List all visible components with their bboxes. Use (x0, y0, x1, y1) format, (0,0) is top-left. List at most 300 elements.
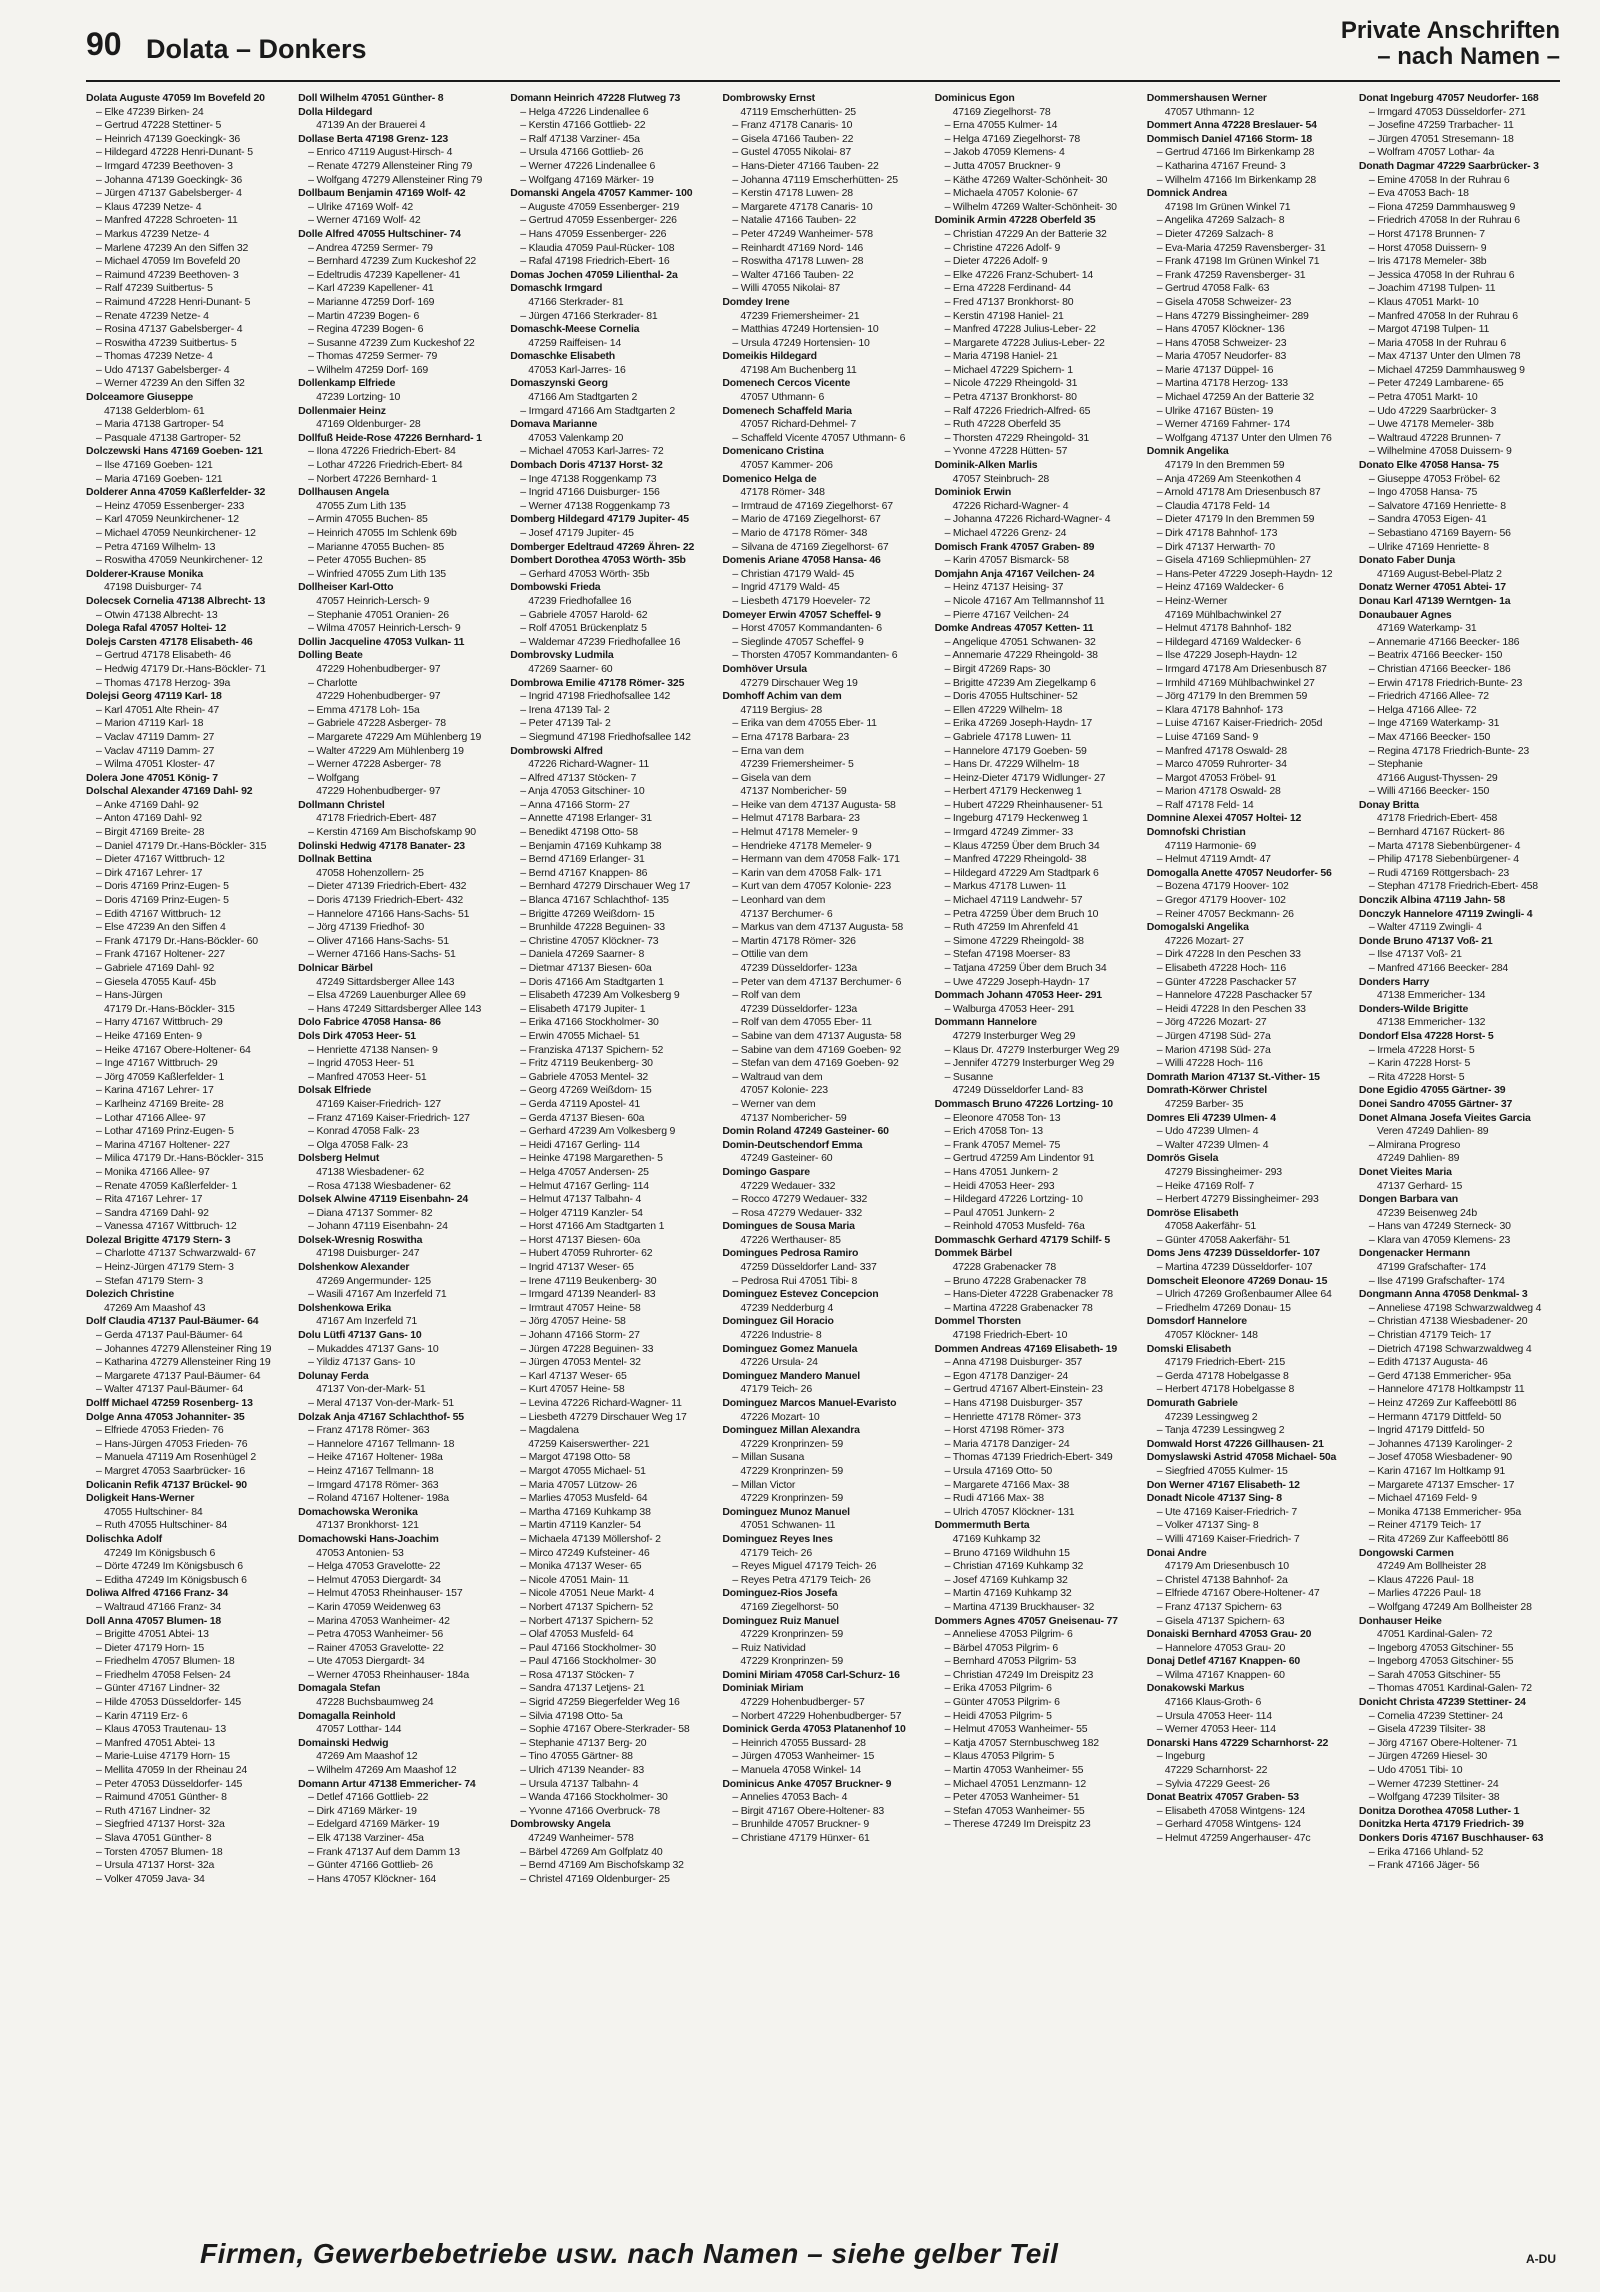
directory-entry-line: – Beatrix 47166 Beecker- 150 (1368, 649, 1503, 662)
directory-entry-line: – Anton 47169 Dahl- 92 (96, 812, 202, 825)
directory-entry-name: Domeyer Erwin 47057 Scheffel- 9 (722, 608, 881, 621)
directory-entry-line: – Elisabeth 47239 Am Volkesberg 9 (520, 989, 680, 1002)
directory-entry-line: 47198 Duisburger- 247 (316, 1247, 420, 1260)
directory-entry-line: – Werner 47226 Lindenallee 6 (520, 159, 656, 172)
directory-entry-line: – Karin 47057 Bismarck- 58 (944, 554, 1069, 567)
directory-entry-name: Domenico Helga de (722, 472, 817, 485)
directory-entry-line: – Irmhild 47169 Mühlbachwinkel 27 (1156, 676, 1315, 689)
directory-entry-line: 47249 Am Bollheister 28 (1376, 1560, 1487, 1573)
directory-entry-line: – Irmgard 47166 Am Stadtgarten 2 (520, 404, 675, 417)
directory-entry-line: – Hermann van dem 47058 Falk- 171 (732, 853, 900, 866)
directory-entry-line: – Josef 47169 Kuhkamp 32 (944, 1573, 1068, 1586)
directory-entry-line: – Gregor 47179 Hoover- 102 (1156, 894, 1286, 907)
directory-entry-line: – Christine 47226 Adolf- 9 (944, 241, 1061, 254)
directory-entry-line: – Gabriele 47053 Mentel- 32 (520, 1070, 648, 1083)
directory-entry-name: Domanski Angela 47057 Kammer- 100 (510, 187, 693, 200)
directory-entry-name: Dollenkamp Elfriede (298, 377, 396, 390)
directory-entry-line: – Günter 47166 Gottlieb- 26 (308, 1859, 433, 1872)
directory-entry-line: – Reinhold 47053 Musfeld- 76a (944, 1220, 1085, 1233)
directory-entry-line: – Leonhard van dem (732, 894, 826, 907)
directory-entry-line: 47179 Teich- 26 (740, 1546, 812, 1559)
directory-entry-line: 47169 Ziegelhorst- 50 (740, 1600, 839, 1613)
directory-entry-line: – Rosa 47279 Wedauer- 332 (732, 1206, 863, 1219)
directory-entry-line: – Norbert 47229 Hohenbudberger- 57 (732, 1709, 902, 1722)
directory-entry-name: Dombert Dorothea 47053 Wörth- 35b (510, 554, 686, 567)
directory-entry-name: Dombowski Frieda (510, 581, 601, 594)
directory-entry-line: – Meral 47137 Von-der-Mark- 51 (308, 1397, 454, 1409)
directory-entry-line: – Dieter 47179 In den Bremmen 59 (1156, 513, 1315, 526)
directory-entry-line: – Eleonore 47058 Ton- 13 (944, 1111, 1061, 1124)
directory-entry-line: – Walter 47166 Tauben- 22 (732, 268, 854, 281)
directory-entry-name: Dominguez Mandero Manuel (722, 1369, 860, 1382)
directory-entry-line: – Jutta 47057 Bruckner- 9 (944, 159, 1061, 172)
directory-entry-line: – Helga 47053 Gravelotte- 22 (308, 1560, 441, 1573)
directory-entry-line: – Monika 47138 Emmericher- 95a (1368, 1505, 1522, 1518)
directory-entry-line: 47226 Richard-Wagner- 4 (952, 499, 1069, 512)
directory-entry-line: – Herbert 47178 Hobelgasse 8 (1156, 1383, 1295, 1396)
page-number: 90 (86, 26, 122, 62)
directory-entry-name: Domann Artur 47138 Emmericher- 74 (298, 1777, 476, 1790)
directory-entry-line: – Maria 47178 Danziger- 24 (944, 1437, 1070, 1450)
directory-entry-line: – Gerhard 47058 Wintgens- 124 (1156, 1818, 1301, 1831)
directory-entry-line: – Hans 47059 Essenberger- 226 (520, 227, 667, 240)
directory-entry-line: – Gertrud 47059 Essenberger- 226 (520, 214, 677, 227)
directory-entry-name: Dommert Anna 47228 Breslauer- 54 (1146, 119, 1317, 132)
directory-entry-line: – Elisabeth 47058 Wintgens- 124 (1156, 1804, 1306, 1817)
directory-entry-line: – Regina 47178 Friedrich-Bunte- 23 (1368, 744, 1529, 757)
directory-entry-line: – Heidi 47053 Pilgrim- 5 (944, 1709, 1052, 1722)
directory-entry-line: – Anja 47269 Am Steenkothen 4 (1156, 472, 1301, 485)
directory-entry-name: Domberg Hildegard 47179 Jupiter- 45 (510, 513, 689, 526)
directory-entry-line: – Millan Victor (732, 1478, 796, 1491)
directory-entry-line: – Marie-Luise 47179 Horn- 15 (96, 1750, 230, 1763)
directory-entry-line: – Fritz 47119 Beukenberg- 30 (520, 1057, 653, 1070)
directory-entry-line: – Hans-Peter 47229 Joseph-Haydn- 12 (1156, 567, 1333, 580)
directory-entry-name: Dolecsek Cornelia 47138 Albrecht- 13 (86, 594, 266, 607)
directory-entry-line: – Franziska 47137 Spichern- 52 (520, 1043, 664, 1056)
directory-entry-line: – Bernd 47167 Knappen- 86 (520, 866, 648, 879)
directory-entry-line: – Eva 47053 Bach- 18 (1368, 187, 1469, 200)
directory-entry-line: – Charlotte 47137 Schwarzwald- 67 (96, 1247, 256, 1260)
directory-entry-line: – Ralf 47178 Feld- 14 (1156, 798, 1254, 811)
directory-entry-name: Domann Heinrich 47228 Flutweg 73 (510, 92, 681, 104)
directory-entry-name: Domenech Schaffeld Maria (722, 404, 852, 417)
directory-entry-line: – Werner 47053 Rheinhauser- 184a (308, 1668, 470, 1681)
directory-entry-line: – Mukaddes 47137 Gans- 10 (308, 1342, 439, 1355)
directory-entry-name: Domurath Gabriele (1146, 1397, 1238, 1409)
directory-entry-line: – Lothar 47169 Prinz-Eugen- 5 (96, 1125, 234, 1138)
directory-entry-line: – Millan Susana (732, 1451, 805, 1464)
directory-entry-line: 47226 Industrie- 8 (740, 1329, 822, 1342)
directory-entry-line: – Margarete 47229 Am Mühlenberg 19 (308, 730, 482, 743)
directory-entry-line: – Ellen 47229 Wilhelm- 18 (944, 703, 1063, 716)
directory-entry-line: – Marina 47167 Holtener- 227 (96, 1138, 230, 1151)
directory-entry-line: – Liesbeth 47279 Dirschauer Weg 17 (520, 1410, 687, 1423)
directory-entry-name: Dolge Anna 47053 Johanniter- 35 (86, 1410, 245, 1423)
directory-entry-line: – Hans 47198 Duisburger- 357 (944, 1397, 1083, 1409)
directory-entry-line: – Johanna 47226 Richard-Wagner- 4 (944, 513, 1111, 526)
directory-entry-line: – Marianne 47055 Buchen- 85 (308, 540, 445, 553)
directory-entry-line: – Jörg 47057 Heine- 58 (520, 1315, 626, 1328)
directory-entry-name: Dolling Beate (298, 649, 363, 662)
directory-entry-line: – Werner 47239 An den Siffen 32 (96, 377, 245, 390)
directory-entry-line: – Klaus 47226 Paul- 18 (1368, 1573, 1474, 1586)
directory-entry-name: Dolezich Christine (86, 1288, 174, 1301)
directory-entry-name: Dommisch Daniel 47166 Storm- 18 (1146, 132, 1313, 145)
directory-entry-line: – Rainer 47053 Gravelotte- 22 (308, 1641, 444, 1654)
directory-entry-line: – Jürgen 47051 Stresemann- 18 (1368, 132, 1514, 145)
directory-entry-line: – Waltraud 47228 Brunnen- 7 (1368, 431, 1501, 444)
directory-entry-line: – Karin 47167 Im Holtkamp 91 (1368, 1464, 1506, 1477)
directory-entry-name: Domas Jochen 47059 Lilienthal- 2a (510, 268, 678, 281)
directory-entry-line: – Klaudia 47059 Paul-Rücker- 108 (520, 241, 675, 254)
directory-entry-line: – Charlotte (308, 676, 358, 689)
directory-entry-line: – Johann 47166 Storm- 27 (520, 1329, 640, 1342)
directory-entry-line: – Pierre 47167 Veilchen- 24 (944, 608, 1069, 621)
directory-entry-line: – Ursula 47137 Horst- 32a (96, 1859, 215, 1872)
directory-entry-line: – Manfred 47166 Beecker- 284 (1368, 962, 1509, 974)
directory-entry-name: Dominick Gerda 47053 Platanenhof 10 (722, 1723, 906, 1736)
directory-entry-line: 47057 Kammer- 206 (740, 459, 833, 472)
directory-entry-line: – Bernhard 47167 Rückert- 86 (1368, 826, 1505, 839)
directory-entry-line: 47137 Nombericher- 59 (740, 1111, 847, 1124)
directory-entry-line: – Birgit 47269 Raps- 30 (944, 662, 1051, 675)
directory-entry-line: – Edelgard 47169 Märker- 19 (308, 1818, 440, 1831)
directory-entry-name: Dombrowa Emilie 47178 Römer- 325 (510, 676, 685, 689)
directory-entry-name: Dominiak Miriam (722, 1682, 804, 1695)
directory-entry-line: – Manfred 47229 Rheingold- 38 (944, 853, 1087, 866)
directory-entry-line: – Daniela 47269 Saarner- 8 (520, 948, 645, 961)
directory-entry-line: – Marina 47053 Wanheimer- 42 (308, 1614, 450, 1627)
directory-entry-line: – Hans-Dieter 47228 Grabenacker 78 (944, 1288, 1113, 1301)
directory-entry-line: – Katharina 47167 Freund- 3 (1156, 159, 1286, 172)
directory-entry-line: – Ingeburg 47179 Heckenweg 1 (944, 812, 1088, 825)
directory-entry-name: Dolsak Elfriede (298, 1084, 372, 1097)
directory-entry-line: – Sarah 47053 Gitschiner- 55 (1368, 1668, 1501, 1681)
directory-entry-line: – Klaus 47053 Trautenau- 13 (96, 1723, 227, 1736)
directory-entry-line: – Reinhardt 47169 Nord- 146 (732, 241, 864, 254)
directory-entry-line: – Karin van dem 47058 Falk- 171 (732, 866, 882, 879)
directory-entry-line: – Manfred 47058 In der Ruhrau 6 (1368, 309, 1518, 322)
directory-entry-line: – Frank 47057 Memel- 75 (944, 1138, 1061, 1151)
directory-entry-line: – Günter 47228 Paschacker 57 (1156, 975, 1297, 988)
directory-entry-name: Done Egidio 47055 Gärtner- 39 (1358, 1084, 1506, 1097)
directory-entry-line: – Volker 47137 Sing- 8 (1156, 1519, 1259, 1532)
directory-entry-line: – Thomas 47259 Sermer- 79 (308, 350, 438, 363)
directory-entry-line: – Claudia 47178 Feld- 14 (1156, 499, 1270, 512)
directory-entry-line: – Gertrud 47228 Stettiner- 5 (96, 119, 222, 132)
directory-entry-name: Dols Dirk 47053 Heer- 51 (298, 1029, 416, 1042)
directory-entry-line: – Gustel 47055 Nikolai- 87 (732, 146, 851, 159)
directory-entry-line: – Marie 47137 Düppel- 16 (1156, 363, 1274, 376)
directory-entry-line: – Marion 47119 Karl- 18 (96, 717, 204, 730)
directory-entry-line: – Torsten 47057 Blumen- 18 (96, 1845, 223, 1858)
directory-entry-line: – Martin 47239 Bogen- 6 (308, 309, 420, 322)
directory-entry-name: Doms Jens 47239 Düsseldorfer- 107 (1146, 1247, 1320, 1260)
directory-entry-line: 47249 Gasteiner- 60 (740, 1152, 833, 1165)
directory-entry-name: Dommers Agnes 47057 Gneisenau- 77 (934, 1614, 1118, 1627)
directory-entry-line: – Wolfgang 47137 Unter den Ulmen 76 (1156, 431, 1332, 444)
directory-entry-line: – Christian 47166 Beecker- 186 (1368, 662, 1511, 675)
directory-entry-line: – Wilma 47051 Kloster- 47 (96, 758, 215, 771)
directory-entry-line: – Helmut 47053 Diergardt- 34 (308, 1573, 441, 1586)
directory-entry-line: – Hildegard 47229 Am Stadtpark 6 (944, 866, 1099, 879)
directory-entry-line: – Renate 47279 Allensteiner Ring 79 (308, 159, 473, 172)
directory-entry-line: – Frank 47179 Dr.-Hans-Böckler- 60 (96, 934, 258, 947)
directory-entry-line: – Erika 47269 Joseph-Haydn- 17 (944, 717, 1093, 730)
directory-entry-line: – Ingrid 47053 Heer- 51 (308, 1057, 415, 1070)
directory-entry-line: – Jörg 47059 Kaßlerfelder- 1 (96, 1070, 225, 1083)
directory-entry-line: – Luise 47169 Sand- 9 (1156, 730, 1259, 743)
directory-entry-line: – Kurt van dem 47057 Kolonie- 223 (732, 880, 892, 893)
directory-entry-name: Domachowska Weronika (298, 1505, 418, 1518)
directory-entry-line: – Markus 47239 Netze- 4 (96, 227, 210, 240)
directory-entry-name: Dominguez Millan Alexandra (722, 1424, 860, 1437)
directory-entry-line: – Franz 47137 Spichern- 63 (1156, 1600, 1282, 1613)
directory-entry-name: Dongen Barbara van (1358, 1193, 1458, 1206)
directory-entry-name: Dommann Hannelore (934, 1016, 1037, 1029)
directory-entry-name: Domainski Hedwig (298, 1736, 389, 1749)
directory-entry-line: 47226 Mozart- 27 (1164, 934, 1244, 947)
directory-entry-line: – Günter 47058 Aakerfähr- 51 (1156, 1233, 1291, 1246)
directory-entry-line: – Willi 47169 Kaiser-Friedrich- 7 (1156, 1532, 1300, 1545)
directory-entry-name: Donitzka Herta 47179 Friedrich- 39 (1358, 1818, 1524, 1831)
directory-entry-name: Domini Miriam 47058 Carl-Schurz- 16 (722, 1668, 900, 1681)
directory-entry-line: – Markus van dem 47137 Augusta- 58 (732, 921, 904, 934)
directory-entry-line: – Milica 47179 Dr.-Hans-Böckler- 315 (96, 1152, 264, 1165)
directory-entry-line: – Klaus Dr. 47279 Insterburger Weg 29 (944, 1043, 1120, 1056)
directory-entry-line: – Stefan 47179 Stern- 3 (96, 1274, 203, 1287)
directory-entry-line: – Anke 47169 Dahl- 92 (96, 798, 199, 811)
directory-entry-line: – Georg 47269 Weißdorn- 15 (520, 1084, 652, 1097)
directory-entry-line: – Marco 47059 Ruhrorter- 34 (1156, 758, 1287, 771)
directory-entry-line: 47169 Kuhkamp 32 (952, 1532, 1041, 1545)
directory-entry-line: – Ingrid 47179 Wald- 45 (732, 581, 840, 594)
directory-entry-name: Dommel Thorsten (934, 1315, 1021, 1328)
directory-entry-line: 47137 Gerhard- 15 (1376, 1179, 1463, 1192)
directory-entry-line: – Yildiz 47137 Gans- 10 (308, 1356, 416, 1369)
directory-entry-line: – Alfred 47137 Stöcken- 7 (520, 771, 637, 784)
directory-entry-name: Domingo Gaspare (722, 1165, 810, 1178)
directory-entry-line: – Jennifer 47279 Insterburger Weg 29 (944, 1057, 1115, 1070)
directory-entry-line: – Auguste 47059 Essenberger- 219 (520, 200, 680, 213)
directory-entry-line: – Christian 47179 Wald- 45 (732, 567, 855, 580)
directory-entry-line: – Rosa 47138 Wiesbadener- 62 (308, 1179, 451, 1192)
directory-entry-line: – Christian 47169 Kuhkamp 32 (944, 1560, 1084, 1573)
directory-entry-line: 47228 Buchsbaumweg 24 (316, 1696, 434, 1709)
directory-entry-line: – Raimund 47051 Günther- 8 (96, 1791, 227, 1804)
directory-entry-line: – Winfried 47055 Zum Lith 135 (308, 567, 446, 580)
directory-entry-name: Dollheiser Karl-Otto (298, 581, 394, 594)
directory-entry-line: – Sigrid 47259 Biegerfelder Weg 16 (520, 1696, 680, 1709)
directory-entry-line: – Herbert 47179 Heckenweg 1 (944, 785, 1082, 798)
directory-entry-name: Donat Ingeburg 47057 Neudorfer- 168 (1358, 92, 1539, 104)
directory-entry-line: – Stefan van dem 47169 Goeben- 92 (732, 1057, 899, 1070)
directory-entry-name: Domagala Stefan (298, 1682, 381, 1695)
directory-entry-line: – Monika 47166 Allee- 97 (96, 1165, 210, 1178)
directory-entry-line: – Uwe 47178 Memeler- 38b (1368, 418, 1494, 431)
directory-entry-line: – Manuela 47119 Am Rosenhügel 2 (96, 1451, 256, 1464)
directory-entry-line: 47228 Grabenacker 78 (952, 1261, 1056, 1274)
directory-entry-name: Dolo Fabrice 47058 Hansa- 86 (298, 1016, 441, 1029)
directory-entry-line: – Dieter 47167 Wittbruch- 12 (96, 853, 225, 866)
directory-entry-line: – Arnold 47178 Am Driesenbusch 87 (1156, 486, 1321, 499)
directory-entry-line: – Doris 47139 Friedrich-Ebert- 432 (308, 894, 463, 907)
directory-entry-line: – Willi 47166 Beecker- 150 (1368, 785, 1490, 798)
directory-entry-line: – Martha 47169 Kuhkamp 38 (520, 1505, 651, 1518)
directory-entry-line: – Wanda 47166 Stockholmer- 30 (520, 1791, 668, 1804)
directory-entry-line: – Gisela 47166 Tauben- 22 (732, 132, 854, 145)
directory-entry-line: – Ingrid 47179 Dittfeld- 50 (1368, 1424, 1485, 1437)
directory-entry-line: – Sandra 47169 Dahl- 92 (96, 1206, 209, 1219)
directory-entry-line: – Dietrich 47198 Schwarzwaldweg 4 (1368, 1342, 1532, 1355)
directory-entry-line: – Karl 47137 Weser- 65 (520, 1369, 627, 1382)
directory-entry-line: – Armin 47055 Buchen- 85 (308, 513, 428, 526)
directory-entry-name: Donczyk Hannelore 47119 Zwingli- 4 (1358, 907, 1533, 920)
directory-entry-line: 47198 Im Grünen Winkel 71 (1164, 200, 1291, 213)
directory-entry-name: Dombach Doris 47137 Horst- 32 (510, 459, 663, 472)
directory-entry-line: – Johannes 47279 Allensteiner Ring 19 (96, 1342, 272, 1355)
directory-entry-name: Dolsek-Wresnig Roswitha (298, 1233, 423, 1246)
directory-entry-name: Domnine Alexei 47057 Holtei- 12 (1146, 812, 1302, 825)
directory-entry-line: – Johann 47119 Eisenbahn- 24 (308, 1220, 448, 1233)
directory-entry-line: – Doris 47169 Prinz-Eugen- 5 (96, 880, 229, 893)
directory-entry-line: 47229 Scharnhorst- 22 (1164, 1764, 1268, 1777)
directory-entry-line: – Heike van dem 47137 Augusta- 58 (732, 798, 896, 811)
directory-entry-line: – Max 47166 Beecker- 150 (1368, 730, 1491, 743)
directory-entry-name: Dolischka Adolf (86, 1532, 162, 1545)
directory-entry-line: – Heinrich 47055 Im Schlenk 69b (308, 527, 457, 539)
directory-entry-name: Dombrovsky Ludmila (510, 649, 614, 662)
directory-entry-line: – Renate 47239 Netze- 4 (96, 309, 209, 322)
directory-entry-line: – Peter 47055 Buchen- 85 (308, 554, 426, 567)
name-range: Dolata – Donkers (146, 34, 367, 64)
directory-entry-line: – Roswitha 47059 Neunkirchener- 12 (96, 554, 263, 567)
column-1 (86, 92, 289, 2202)
directory-entry-line: – Matthias 47249 Hortensien- 10 (732, 323, 879, 336)
directory-entry-name: Dollmann Christel (298, 798, 385, 811)
directory-entry-line: 47259 Kaiserswerther- 221 (528, 1437, 650, 1450)
directory-entry-line: – Christine 47057 Klöckner- 73 (520, 934, 659, 947)
directory-entry-name: Dongmann Anna 47058 Denkmal- 3 (1358, 1288, 1528, 1301)
directory-entry-line: – Ruth 47167 Lindner- 32 (96, 1804, 211, 1817)
directory-entry-line: – Vanessa 47167 Wittbruch- 12 (96, 1220, 237, 1233)
directory-entry-line: – Inge 47169 Waterkamp- 31 (1368, 717, 1500, 730)
directory-entry-line: – Mirco 47249 Kufsteiner- 46 (520, 1546, 650, 1559)
directory-entry-line: – Hans 47057 Klöckner- 136 (1156, 323, 1285, 336)
directory-entry-line: – Inge 47167 Wittbruch- 29 (96, 1057, 218, 1070)
directory-entry-line: – Josef 47179 Jupiter- 45 (520, 527, 634, 539)
directory-entry-line: – Klara van 47059 Klemens- 23 (1368, 1233, 1511, 1246)
directory-entry-line: – Klaus 47239 Netze- 4 (96, 200, 202, 213)
column-7 (1359, 92, 1562, 2202)
directory-entry-line: – Therese 47249 Im Dreispitz 23 (944, 1818, 1091, 1831)
directory-entry-line: – Maria 47198 Haniel- 21 (944, 350, 1058, 363)
directory-entry-line: – Silvana de 47169 Ziegelhorst- 67 (732, 540, 889, 553)
directory-entry-line: – Elke 47239 Birken- 24 (96, 105, 204, 118)
directory-entry-line: – Michaela 47139 Möllershof- 2 (520, 1532, 661, 1545)
directory-entry-line: – Jörg 47139 Friedhof- 30 (308, 921, 424, 934)
directory-entry-line: – Thorsten 47057 Kommandanten- 6 (732, 649, 898, 662)
directory-entry-name: Domingues Pedrosa Ramiro (722, 1247, 859, 1260)
directory-entry-line: 47279 Dirschauer Weg 19 (740, 676, 858, 689)
directory-entry-name: Domenech Cercos Vicente (722, 377, 851, 390)
directory-entry-name: Dolicanin Refik 47137 Brückel- 90 (86, 1478, 247, 1491)
directory-entry-line: – Harry 47167 Wittbruch- 29 (96, 1016, 223, 1029)
directory-entry-line: 47279 Insterburger Weg 29 (952, 1029, 1076, 1042)
directory-entry-line: 47169 Kaiser-Friedrich- 127 (316, 1097, 441, 1110)
directory-entry-line: 47239 Düsseldorfer- 123a (740, 1002, 858, 1015)
directory-entry-line: – Rocco 47279 Wedauer- 332 (732, 1193, 868, 1206)
directory-entry-line: – Friedrich 47058 In der Ruhrau 6 (1368, 214, 1520, 227)
directory-entry-line: – Irmgard 47249 Zimmer- 33 (944, 826, 1073, 839)
directory-entry-line: – Nicole 47229 Rheingold- 31 (944, 377, 1078, 390)
directory-entry-line: – Hubert 47059 Ruhrorter- 62 (520, 1247, 653, 1260)
directory-entry-name: Dolf Claudia 47137 Paul-Bäumer- 64 (86, 1315, 259, 1328)
section-title-line2: – nach Namen – (1377, 43, 1560, 70)
directory-entry-name: Domwald Horst 47226 Gillhausen- 21 (1146, 1437, 1324, 1450)
directory-entry-line: – Anneliese 47198 Schwarzwaldweg 4 (1368, 1301, 1542, 1314)
directory-entry-line: – Manfred 47228 Julius-Leber- 22 (944, 323, 1096, 336)
directory-entry-line: – Walter 47119 Zwingli- 4 (1368, 921, 1482, 934)
directory-entry-line: – Hans 47057 Klöckner- 164 (308, 1872, 437, 1885)
directory-entry-line: – Slava 47051 Günther- 8 (96, 1832, 212, 1844)
directory-entry-line: – Annette 47198 Erlanger- 31 (520, 812, 652, 825)
directory-entry-line: – Ute 47053 Diergardt- 34 (308, 1655, 425, 1668)
directory-entry-line: – Jörg 47226 Mozart- 27 (1156, 1016, 1267, 1029)
directory-entry-line: – Rosa 47137 Stöcken- 7 (520, 1668, 635, 1681)
directory-entry-line: – Wilhelmine 47058 Duissern- 9 (1368, 445, 1512, 458)
directory-entry-line: – Karlheinz 47169 Breite- 28 (96, 1097, 224, 1110)
directory-entry-line: – Käthe 47269 Walter-Schönheit- 30 (944, 173, 1108, 186)
directory-entry-line: – Werner 47138 Roggenkamp 73 (520, 499, 670, 512)
directory-entry-line: – Ingo 47058 Hansa- 75 (1368, 486, 1478, 499)
directory-entry-line: – Udo 47229 Saarbrücker- 3 (1368, 404, 1497, 417)
directory-entry-line: – Peter 47053 Wanheimer- 51 (944, 1791, 1080, 1804)
directory-entry-name: Dominik-Alken Marlis (934, 459, 1038, 472)
directory-entry-name: Donaiski Bernhard 47053 Grau- 20 (1146, 1628, 1312, 1641)
directory-entry-line: 47058 Aakerfähr- 51 (1164, 1220, 1257, 1233)
directory-entry-line: – Rita 47167 Lehrer- 17 (96, 1193, 203, 1206)
directory-entry-line: – Helmut 47137 Talbahn- 4 (520, 1193, 642, 1206)
directory-entry-line: – Ulrich 47269 Großenbaumer Allee 64 (1156, 1288, 1332, 1301)
directory-entry-line: – Walter 47239 Ulmen- 4 (1156, 1138, 1269, 1151)
directory-entry-line: – Lothar 47226 Friedrich-Ebert- 84 (308, 459, 463, 472)
directory-entry-line: – Stephanie 47051 Oranien- 26 (308, 608, 449, 621)
directory-entry-name: Donhauser Heike (1358, 1614, 1442, 1627)
directory-entry-line: – Horst 47198 Römer- 373 (944, 1424, 1065, 1437)
directory-entry-name: Dolu Lütfi 47137 Gans- 10 (298, 1329, 422, 1342)
directory-entry-line: – Horst 47166 Am Stadtgarten 1 (520, 1220, 665, 1233)
directory-entry-line: – Irmtraut 47057 Heine- 58 (520, 1301, 641, 1314)
directory-entry-line: – Helga 47169 Ziegelhorst- 78 (944, 132, 1081, 145)
directory-entry-line: 47226 Ursula- 24 (740, 1356, 818, 1369)
directory-entry-line: – Hedwig 47179 Dr.-Hans-Böckler- 71 (96, 662, 266, 675)
directory-entry-line: 47138 Emmericher- 132 (1376, 1016, 1486, 1029)
directory-entry-line: – Katja 47057 Sternbuschweg 182 (944, 1736, 1099, 1749)
directory-entry-line: – Wilhelm 47166 Im Birkenkamp 28 (1156, 173, 1317, 186)
directory-entry-line: – Hermann 47179 Dittfeld- 50 (1368, 1410, 1501, 1423)
directory-entry-line: – Michael 47053 Karl-Jarres- 72 (520, 445, 664, 458)
directory-entry-name: Dolinski Hedwig 47178 Banater- 23 (298, 839, 465, 852)
directory-entry-line: – Martina 47178 Herzog- 133 (1156, 377, 1288, 390)
directory-entry-name: Dolezal Brigitte 47179 Stern- 3 (86, 1233, 231, 1246)
directory-entry-line: – Heinz 47169 Waldecker- 6 (1156, 581, 1284, 594)
directory-entry-line: – Bruno 47169 Wildhuhn 15 (944, 1546, 1070, 1559)
directory-entry-name: Donaubauer Agnes (1358, 608, 1452, 621)
directory-entry-line: – Heinke 47198 Margarethen- 5 (520, 1152, 663, 1165)
directory-entry-line: – Marianne 47259 Dorf- 169 (308, 295, 435, 308)
